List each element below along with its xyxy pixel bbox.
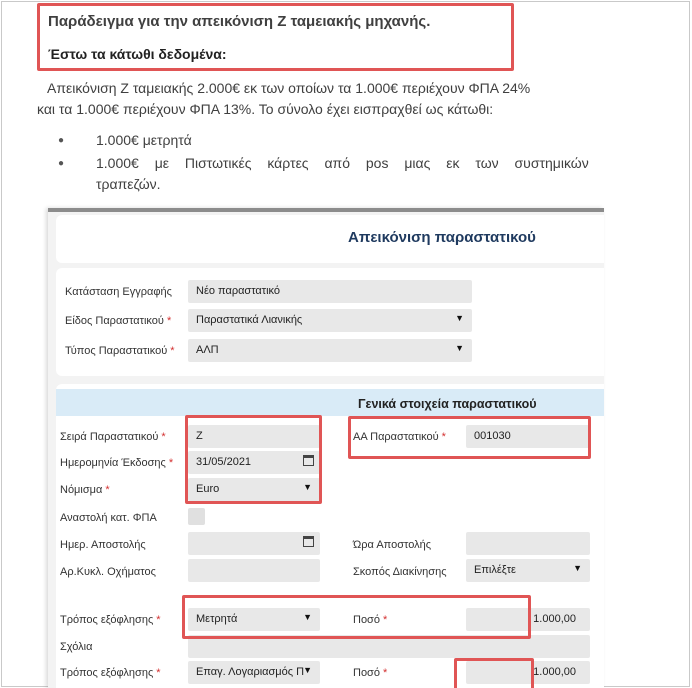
chevron-down-icon: ▼ — [303, 665, 312, 675]
paragraph-line-2: και τα 1.000€ περιέχουν ΦΠΑ 13%. Το σύνολο έχει εισπραχθεί ως κάτωθι: — [37, 101, 494, 117]
list-item — [58, 130, 591, 151]
chevron-down-icon: ▼ — [573, 563, 582, 573]
form-header: Απεικόνιση παραστατικού — [348, 229, 536, 246]
aa-field[interactable]: 001030 — [466, 425, 590, 448]
amount1-field[interactable]: 1.000,00 — [466, 608, 590, 631]
intro-paragraph — [37, 78, 591, 120]
amount2-highlight-box — [454, 658, 534, 688]
amount2-label: Ποσό * — [353, 667, 388, 679]
purpose-select[interactable]: Επιλέξτε ▼ — [466, 559, 590, 582]
form-screenshot — [48, 208, 604, 688]
send-date-label: Ημερ. Αποστολής — [60, 539, 146, 551]
currency-label: Νόμισμα * — [60, 484, 110, 496]
section-title: Γενικά στοιχεία παραστατικού — [358, 397, 537, 411]
bullet-text — [96, 153, 591, 195]
chevron-down-icon: ▼ — [455, 313, 464, 323]
amount2-field[interactable]: 1.000,00 — [466, 661, 590, 684]
chevron-down-icon: ▼ — [303, 482, 312, 492]
chevron-down-icon: ▼ — [303, 612, 312, 622]
payment2-select[interactable]: Επαγ. Λογαριασμός Π ▼ — [188, 661, 320, 684]
issue-date-field[interactable]: 31/05/2021 — [188, 451, 320, 474]
status-field: Νέο παραστατικό — [188, 280, 472, 303]
payment1-select[interactable]: Μετρητά ▼ — [188, 608, 320, 631]
screenshot-top-border — [48, 208, 604, 212]
chevron-down-icon: ▼ — [455, 343, 464, 353]
status-label: Κατάσταση Εγγραφής — [65, 286, 172, 298]
vat-suspend-checkbox[interactable] — [188, 508, 205, 525]
vat-suspend-label: Αναστολή κατ. ΦΠΑ — [60, 512, 157, 524]
aa-highlight-box — [348, 416, 591, 459]
currency-select[interactable]: Euro ▼ — [188, 478, 320, 501]
send-date-field[interactable] — [188, 532, 320, 555]
bullet-list — [58, 130, 591, 195]
calendar-icon[interactable] — [303, 536, 314, 547]
amount1-label: Ποσό * — [353, 614, 388, 626]
aa-label: ΑΑ Παραστατικού * — [353, 431, 446, 443]
list-item — [58, 153, 591, 195]
send-time-label: Ώρα Αποστολής — [353, 539, 432, 551]
vehicle-field[interactable] — [188, 559, 320, 582]
doc-kind-label: Είδος Παραστατικού * — [65, 315, 172, 327]
series-highlight-box — [185, 415, 322, 504]
issue-date-label: Ημερομηνία Έκδοσης * — [60, 457, 174, 469]
doc-kind-select[interactable]: Παραστατικά Λιανικής ▼ — [188, 309, 472, 332]
document-subtitle: Έστω τα κάτωθι δεδομένα: — [48, 46, 227, 62]
paragraph-line-1: Απεικόνιση Ζ ταμειακής 2.000€ εκ των οποίων τα 1.000€ περιέχουν ΦΠΑ 24% — [47, 80, 531, 96]
doc-type-label: Τύπος Παραστατικού * — [65, 345, 175, 357]
purpose-label: Σκοπός Διακίνησης — [353, 566, 447, 578]
bullet-text: 1.000€ μετρητά — [96, 132, 192, 148]
send-time-field[interactable] — [466, 532, 590, 555]
bullet-line-1: ● 1.000€ με Πιστωτικές κάρτες από pos μιας εκ των συστημικών — [96, 155, 589, 171]
comments-label: Σχόλια — [60, 641, 93, 653]
series-field[interactable]: Ζ — [188, 425, 320, 448]
payment2-label: Τρόπος εξόφλησης * — [60, 667, 161, 679]
doc-type-select[interactable]: ΑΛΠ ▼ — [188, 339, 472, 362]
document-title: Παράδειγμα για την απεικόνιση Ζ ταμειακής μηχανής. — [48, 13, 431, 30]
series-label: Σειρά Παραστατικού * — [60, 431, 166, 443]
bullet-line-2: τραπεζών. — [96, 176, 161, 192]
payment1-highlight-box — [182, 595, 531, 639]
vehicle-label: Αρ.Κυκλ. Οχήματος — [60, 566, 156, 578]
payment1-label: Τρόπος εξόφλησης * — [60, 614, 161, 626]
